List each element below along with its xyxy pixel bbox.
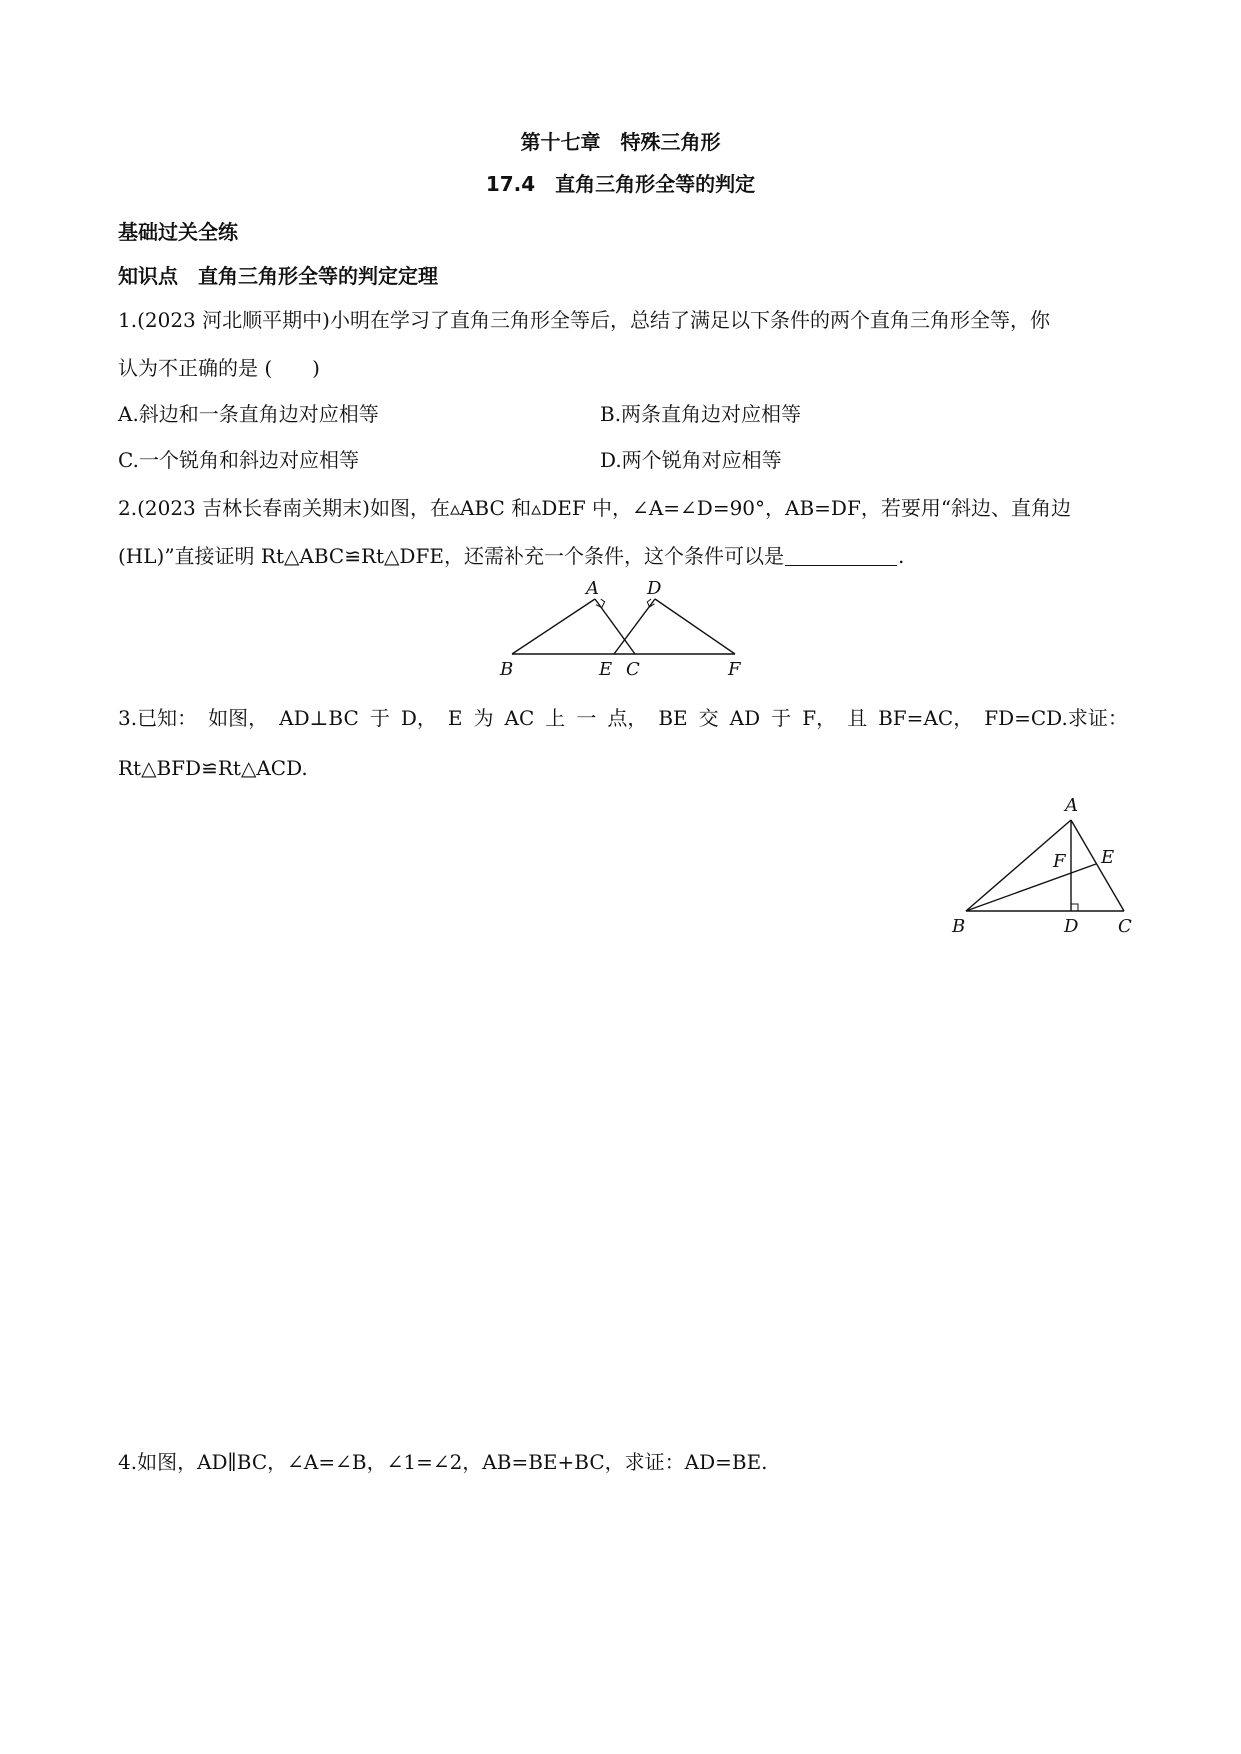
section-title-text: 17.4 直角三角形全等的判定 [485, 172, 756, 196]
q1-line2: 认为不正确的是 ( ) [118, 356, 320, 380]
q3-token: 交 [698, 706, 719, 730]
q2-figure [495, 578, 755, 680]
knowledge-point: 知识点 直角三角形全等的判定定理 [118, 264, 438, 288]
q2-line1: 2.(2023 吉林长春南关期末)如图，在▵ABC 和▵DEF 中，∠A=∠D=90°，AB=DF，若要用“斜边、直角边 [118, 496, 1072, 520]
q3-label-c: C [1118, 916, 1132, 936]
q4-text: 4.如图，AD∥BC，∠A=∠B，∠1=∠2，AB=BE+BC，求证：AD=BE. [118, 1450, 768, 1474]
q2-answer-blank[interactable] [785, 545, 897, 566]
part-title: 基础过关全练 [118, 220, 238, 244]
q3-line2: Rt△BFD≌Rt△ACD. [118, 756, 308, 780]
q2-right-angle-a [596, 599, 605, 608]
q3-token: 一 [576, 706, 597, 730]
q3-token: F， [802, 706, 837, 730]
q3-label-d: D [1064, 916, 1079, 936]
q3-token: D， [400, 706, 437, 730]
q2-label-f: F [728, 659, 741, 680]
q1-option-d: D.两个锐角对应相等 [600, 448, 782, 472]
q3-label-b: B [952, 916, 966, 936]
q3-token: AC [504, 706, 535, 730]
q3-token: 且 [847, 706, 868, 730]
q3-token: 于 [369, 706, 390, 730]
q3-segment-ac [1071, 820, 1124, 911]
q3-token: FD=CD.求证： [984, 706, 1128, 730]
q3-right-angle-d [1071, 904, 1078, 911]
q1-option-a: A.斜边和一条直角边对应相等 [118, 402, 379, 426]
q3-token: 于 [771, 706, 792, 730]
q2-line2-text: (HL)”直接证明 Rt△ABC≌Rt△DFE，还需补充一个条件，这个条件可以是 [118, 544, 784, 568]
q2-segment-ba [512, 599, 595, 654]
chapter-title: 第十七章 特殊三角形 [520, 130, 721, 154]
q3-token: 上 [545, 706, 566, 730]
q2-label-d: D [647, 578, 662, 599]
q3-label-a: A [1065, 795, 1078, 816]
q3-token: 点， [607, 706, 648, 730]
q3-line1 [118, 704, 1128, 732]
q2-label-e: E [599, 659, 613, 680]
q2-segment-de [614, 599, 655, 654]
q3-token: 如图， [208, 706, 269, 730]
q1-option-c: C.一个锐角和斜边对应相等 [118, 448, 359, 472]
q3-token: BF=AC， [878, 706, 974, 730]
q2-label-b: B [500, 659, 514, 680]
q3-figure [940, 786, 1140, 936]
q2-line2 [118, 542, 904, 570]
q3-token: 为 [473, 706, 494, 730]
q3-token: 3.已知： [118, 706, 198, 730]
q3-label-f: F [1053, 851, 1066, 872]
q1-option-b: B.两条直角边对应相等 [600, 402, 802, 426]
q1-line1: 1.(2023 河北顺平期中)小明在学习了直角三角形全等后，总结了满足以下条件的两个直角三角形全等，你 [118, 308, 1050, 332]
q2-line2-end: . [897, 544, 905, 568]
q2-label-a: A [586, 578, 599, 599]
q3-token: BE [658, 706, 688, 730]
section-title [0, 170, 1241, 198]
q3-label-e: E [1101, 847, 1115, 868]
q3-token: E [447, 706, 463, 730]
q2-label-c: C [626, 659, 640, 680]
q3-token: AD [729, 706, 761, 730]
q2-segment-fd [655, 599, 735, 654]
q3-token: AD⊥BC [279, 706, 359, 730]
